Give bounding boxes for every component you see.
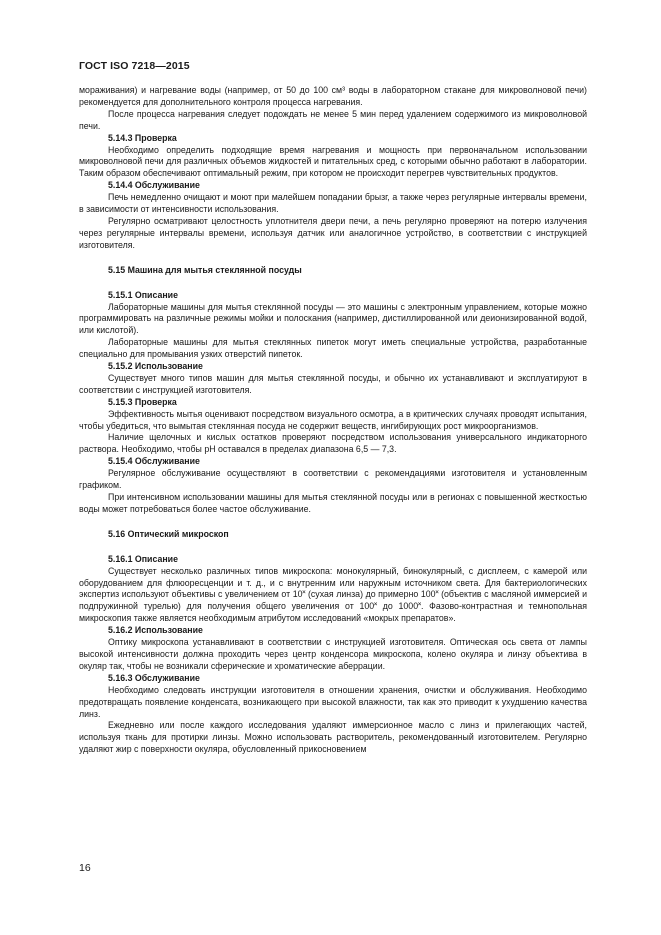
document-header: ГОСТ ISO 7218—2015 <box>79 60 190 72</box>
paragraph: Существует несколько различных типов микроскопа: монокулярный, бинокулярный, с дисплеем, с камерой или оборудованием для флюоресценции и т. д., и с внутренним или наружным источником света. Для бактериологических экспертиз используют объективы с увеличением от 10˟ (сухая линза) до примерно 100˟ (объектив с масляной иммерсией и подпружинной турелью) для получения общего увеличения от 100˟ до 1000˟. Фазово-контрастная и темнопольная микроскопия также является необходимым атрибутом исследований «мокрых препаратов». <box>79 565 587 624</box>
subsection-heading: 5.14.3 Проверка <box>108 132 177 143</box>
subsection-heading: 5.15.1 Описание <box>108 289 178 300</box>
subsection-heading: 5.14.4 Обслуживание <box>108 180 200 191</box>
paragraph: Лабораторные машины для мытья стеклянных пипеток могут иметь специальные устройства, разработанные специально для промывания узких отверстий пипеток. <box>79 337 587 360</box>
paragraph: Регулярное обслуживание осуществляют в соответствии с рекомендациями изготовителя и установленным графиком. <box>79 468 587 491</box>
paragraph: Ежедневно или после каждого исследования удаляют иммерсионное масло с линз и прилегающих частей, используя ткань для протирки линзы. Можно использовать растворитель, рекомендованный изготовителем. Регулярно удаляют жир с поверхности окуляра, обусловленный прикосновением <box>79 720 587 755</box>
subsection-heading: 5.16.2 Использование <box>108 625 203 636</box>
paragraph: Существует много типов машин для мытья стеклянной посуды, и обычно их устанавливают и эксплуатируют в соответствии с инструкцией изготовителя. <box>79 372 587 395</box>
subsection-heading: 5.16.3 Обслуживание <box>108 672 200 683</box>
paragraph: Оптику микроскопа устанавливают в соответствии с инструкцией изготовителя. Оптическая ось света от лампы высокой интенсивности должна проходить через центр конденсора микроскопа, колено окуляра и линзу объектива в окуляр так, чтобы не возникали сферические и хроматические аберрации. <box>79 637 587 671</box>
paragraph: Необходимо следовать инструкции изготовителя в отношении хранения, очистки и обслуживания. Необходимо предотвращать появление конденсата, возникающего при высокой влажности, так как это приводит к ухудшению качества линз. <box>79 684 587 719</box>
section-heading: 5.15 Машина для мытья стеклянной посуды <box>108 264 302 275</box>
paragraph: Эффективность мытья оценивают посредством визуального осмотра, а в критических случаях проводят испытания, чтобы убедиться, что вымытая стеклянная посуда не содержит веществ, ингибирующих рост микроорганизмов. <box>79 408 587 431</box>
subsection-heading: 5.15.3 Проверка <box>108 396 177 407</box>
paragraph: Печь немедленно очищают и моют при малейшем попадании брызг, а также через регулярные интервалы времени, в зависимости от интенсивности использования. <box>79 192 587 215</box>
paragraph: При интенсивном использовании машины для мытья стеклянной посуды или в регионах с повышенной жесткостью воды может потребоваться более частое обслуживание. <box>79 492 587 514</box>
paragraph: Лабораторные машины для мытья стеклянной посуды — это машины с электронным управлением, которые можно программировать на различные режимы мойки и полоскания (например, дистиллированной или деионизированной водой, или кислотой). <box>79 301 587 336</box>
paragraph: После процесса нагревания следует подождать не менее 5 мин перед удалением содержимого из микроволновой печи. <box>79 108 587 131</box>
paragraph: Наличие щелочных и кислых остатков проверяют посредством использования универсального индикаторного раствора. Необходимо, чтобы pH оставался в пределах диапазона 6,5 — 7,3. <box>79 432 587 455</box>
page-number: 16 <box>79 862 91 874</box>
paragraph: Регулярно осматривают целостность уплотнителя двери печи, а печь регулярно проверяют на потерю излучения через регулярные интервалы времени, используя датчик или аналогичное устройство, в соответствии с инструкцией изготовителя. <box>79 215 587 250</box>
section-heading: 5.16 Оптический микроскоп <box>108 528 229 539</box>
subsection-heading: 5.15.2 Использование <box>108 361 203 372</box>
document-body <box>79 85 587 756</box>
subsection-heading: 5.15.4 Обслуживание <box>108 456 200 467</box>
paragraph: Необходимо определить подходящие время нагревания и мощность при первоначальном использовании микроволновой печи для различных объемов жидкостей и питательных сред, с которыми обычно работают в лаборатории. Таким образом обеспечивают оптимальный режим, при котором не происходит перегрев чувствительных продуктов. <box>79 144 587 179</box>
subsection-heading: 5.16.1 Описание <box>108 553 178 564</box>
paragraph: мораживания) и нагревание воды (например, от 50 до 100 см³ воды в лабораторном стакане для микроволновой печи) рекомендуется для дополнительного контроля процесса нагревания. <box>79 85 587 107</box>
